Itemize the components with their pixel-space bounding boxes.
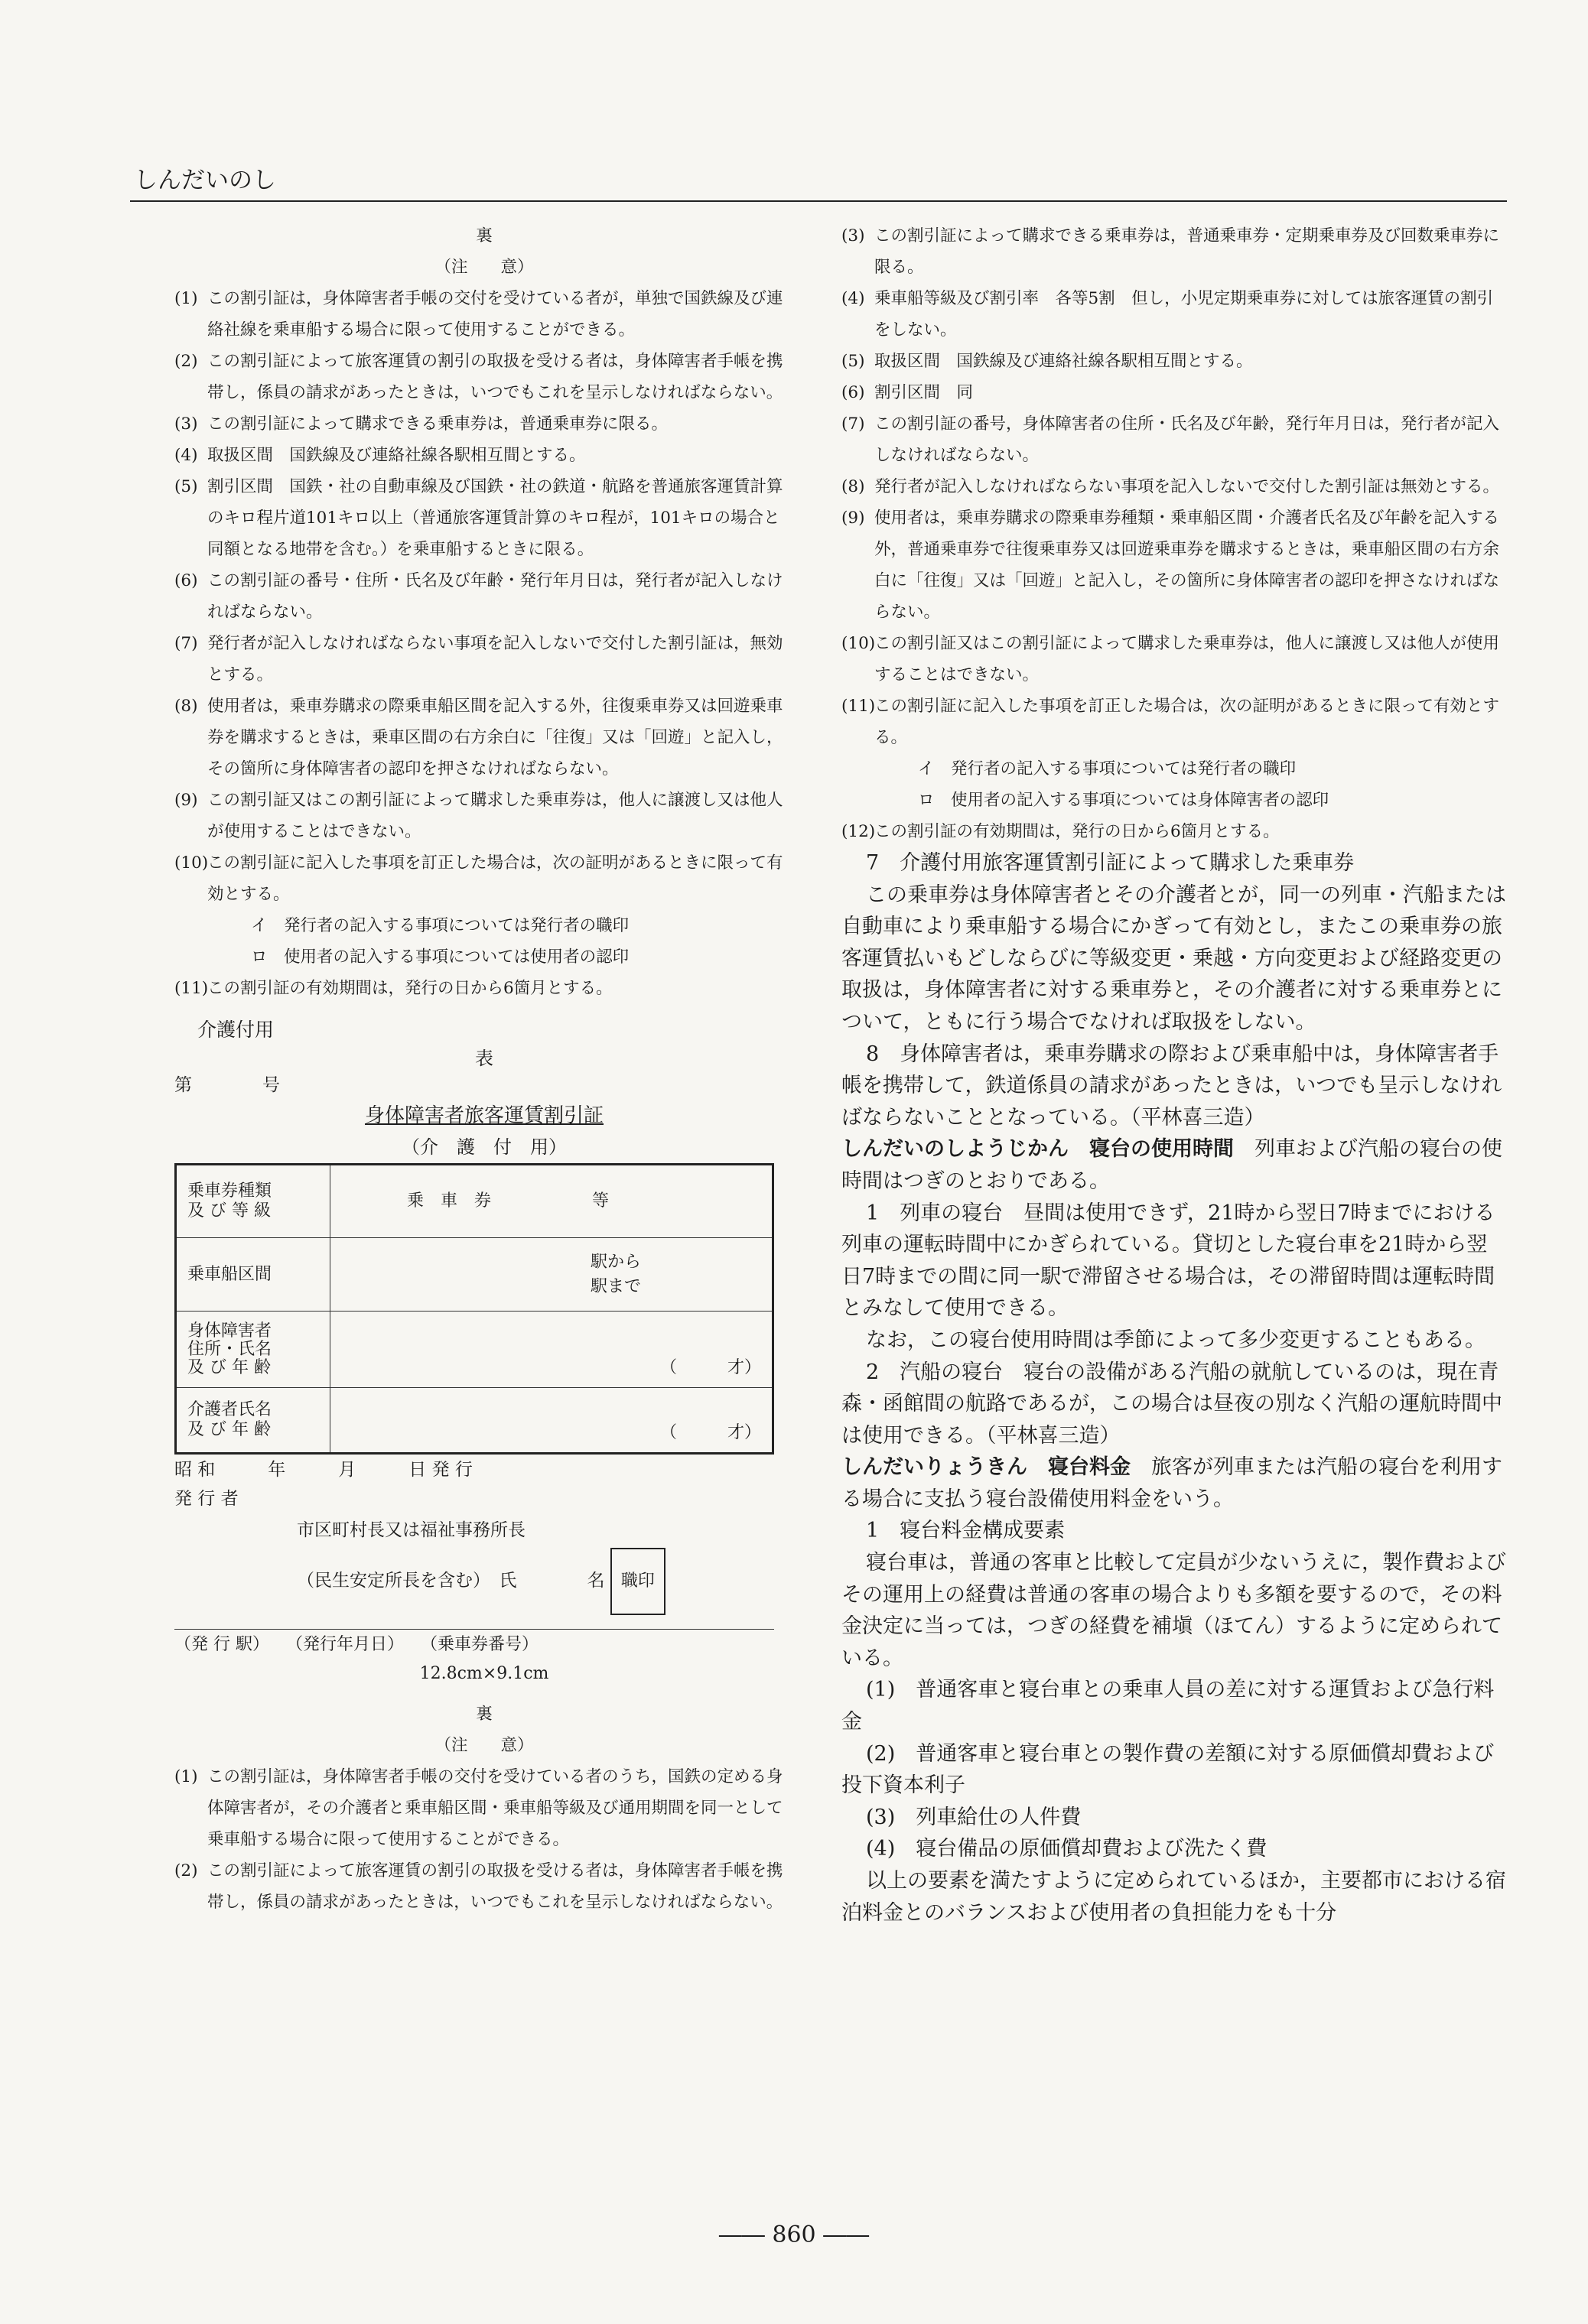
- issue-date: 昭 和 年 月 日 発 行: [174, 1460, 473, 1480]
- notice-item: (3) この割引証によって購求できる乗車券は，普通乗車券に限る。: [174, 414, 669, 434]
- entry-definition: 旅客が列車または汽船の寝台を利用する場合に支払う寝台設備使用料金をいう。: [841, 1455, 1502, 1511]
- row-label: 乗車船区間: [176, 1238, 330, 1312]
- page-number: ―― 860 ――: [718, 2222, 870, 2248]
- notice-item: (6) 割引区間 同: [841, 383, 974, 402]
- notice-item: (5) 割引区間 国鉄・社の自動車線及び国鉄・社の鉄道・航路を普通旅客運賃計算のキロ程片道101キロ以上（普通旅客運賃計算のキロ程が，101キロの場合と同額となる地帯を含む。）を乗車船するときに限る。: [174, 477, 783, 559]
- row-label: 身体障害者 住所・氏名 及 び 年 齢: [176, 1312, 330, 1388]
- notice-item: (7) 発行者が記入しなければならない事項を記入しないで交付した割引証は，無効とする。: [174, 634, 783, 684]
- notice-item: (8) 発行者が記入しなければならない事項を記入しないで交付した割引証は無効とする。: [841, 477, 1500, 496]
- left-column: [174, 220, 794, 1918]
- right-column: [841, 220, 1507, 1929]
- form-row: [176, 1312, 773, 1388]
- notice-subitem: ロ 使用者の記入する事項については身体障害者の認印: [918, 791, 1329, 810]
- back-title: 裏: [476, 226, 493, 245]
- row-value: （ 才）: [330, 1388, 773, 1454]
- entry-list-item: (3) 列車給仕の人件費: [866, 1805, 1082, 1829]
- notice-item: (10)この割引証又はこの割引証によって購求した乗車券は，他人に譲渡し又は他人が使用することはできない。: [841, 634, 1500, 684]
- dictionary-entry-shindai-shiyoujikan: [841, 1133, 1507, 1197]
- notice-item: (7) この割引証の番号，身体障害者の住所・氏名及び年齢，発行年月日は，発行者が記入しなければならない。: [841, 414, 1500, 465]
- form-footer-fields: （発 行 駅） （発行年月日） （乗車券番号）: [174, 1635, 539, 1654]
- notice-heading-2: （注 意）: [434, 1736, 534, 1755]
- form-subtitle: （介 護 付 用）: [402, 1136, 567, 1158]
- dictionary-entry-shindai-ryoukin: [841, 1451, 1507, 1515]
- entry-definition: 列車および汽船の寝台の使時間はつぎのとおりである。: [841, 1137, 1502, 1193]
- entry-headword: しんだいのしようじかん 寝台の使用時間: [841, 1137, 1234, 1162]
- form-row: [176, 1165, 773, 1238]
- entry-paragraph: 2 汽船の寝台 寝台の設備がある汽船の就航しているのは，現在青森・函館間の航路であるが，この場合は昼夜の別なく汽船の運航時間中は使用できる。（平林喜三造）: [841, 1360, 1502, 1448]
- notice-list: [174, 283, 794, 1004]
- entry-list-item: (1) 普通客車と寝台車との乗車人員の差に対する運賃および急行料金: [841, 1678, 1495, 1734]
- form-table: [174, 1163, 774, 1455]
- section-7-body: この乗車券は身体障害者とその介護者とが，同一の列車・汽船または自動車により乗車船する場合にかぎって有効とし，またこの乗車券の旅客運賃払いもどしならびに等級変更・乗越・方向変更および経路変更の取扱は，身体障害者に対する乗車券と，その介護者に対する乗車券とについて，ともに行う場合でなければ取扱をしない。: [841, 882, 1506, 1034]
- row-value: 乗 車 券 等: [330, 1165, 773, 1238]
- official-seal-box: 職印: [610, 1548, 665, 1615]
- entry-paragraph: なお，この寝台使用時間は季節によって多少変更することもある。: [866, 1328, 1485, 1352]
- notice-item: (4) 乗車船等級及び割引率 各等5割 但し，小児定期乗車券に対しては旅客運賃の割引をしない。: [841, 289, 1494, 340]
- notice-subitem: ロ 使用者の記入する事項については使用者の認印: [251, 947, 630, 967]
- notice-item: (8) 使用者は，乗車券購求の際乗車船区間を記入する外，往復乗車券又は回遊乗車券を購求するときは，乗車区間の右方余白に「往復」又は「回遊」と記入し，その箇所に身体障害者の認印を押さなければならない。: [174, 697, 783, 778]
- row-label: 乗車券種類 及 び 等 級: [176, 1165, 330, 1238]
- notice-list-continued: [841, 220, 1507, 847]
- form-number: 第 号: [174, 1075, 280, 1095]
- notice-item: (10)この割引証に記入した事項を訂正した場合は，次の証明があるときに限って有効とする。: [174, 853, 783, 904]
- notice-subitem: イ 発行者の記入する事項については発行者の職印: [918, 759, 1297, 778]
- notice-item: (12)この割引証の有効期間は，発行の日から6箇月とする。: [841, 822, 1280, 841]
- row-label: 介護者氏名 及 び 年 齢: [176, 1388, 330, 1454]
- issuer-label: 発 行 者: [174, 1489, 239, 1509]
- notice-item: (11)この割引証に記入した事項を訂正した場合は，次の証明があるときに限って有効とする。: [841, 697, 1500, 747]
- back-title-2: 裏: [476, 1705, 493, 1724]
- entry-list-item: (4) 寝台備品の原価償却費および洗たく費: [866, 1837, 1267, 1861]
- entry-subtitle: 1 寝台料金構成要素: [866, 1519, 1066, 1543]
- notice-item: (9) この割引証又はこの割引証によって購求した乗車券は，他人に譲渡し又は他人が使用することはできない。: [174, 791, 783, 841]
- kaigo-label: 介護付用: [197, 1019, 275, 1041]
- entry-paragraph: 以上の要素を満たすように定められているほか，主要都市における宿泊料金とのバランスおよび使用者の負担能力をも十分: [841, 1869, 1506, 1925]
- notice-item: (6) この割引証の番号・住所・氏名及び年齢・発行年月日は，発行者が記入しなければならない。: [174, 571, 783, 622]
- row-value: （ 才）: [330, 1312, 773, 1388]
- notice-heading: （注 意）: [434, 258, 534, 277]
- entry-paragraph: 1 列車の寝台 昼間は使用できず，21時から翌日7時までにおける列車の運転時間中にかぎられている。貸切とした寝台車を21時から翌日7時までの間に同一駅で滞留させる場合は，その滞留時間は運転時間とみなして使用できる。: [841, 1201, 1495, 1321]
- section-7-title: 7 介護付用旅客運賃割引証によって購求した乗車券: [866, 851, 1355, 875]
- entry-list-item: (2) 普通客車と寝台車との製作費の差額に対する原価償却費および投下資本利子: [841, 1741, 1495, 1798]
- notice-item: (5) 取扱区間 国鉄線及び連絡社線各駅相互間とする。: [841, 352, 1253, 371]
- issuer-mayor: 市区町村長又は福祉事務所長: [297, 1520, 526, 1540]
- notice-item: (11)この割引証の有効期間は，発行の日から6箇月とする。: [174, 979, 613, 998]
- running-header: しんだいのし: [134, 167, 276, 194]
- front-label: 表: [475, 1048, 493, 1069]
- issuer-office: （民生安定所長を含む） 氏 名 職印: [174, 1548, 794, 1615]
- notice-item: (2) この割引証によって旅客運賃の割引の取扱を受ける者は，身体障害者手帳を携帯し，係員の請求があったときは，いつでもこれを呈示しなければならない。: [174, 1861, 783, 1912]
- notice-item: (1) この割引証は，身体障害者手帳の交付を受けている者のうち，国鉄の定める身体障害者が，その介護者と乗車船区間・乗車船等級及び通用期間を同一として乗車船する場合に限って使用することができる。: [174, 1767, 783, 1849]
- notice-item: (2) この割引証によって旅客運賃の割引の取扱を受ける者は，身体障害者手帳を携帯し，係員の請求があったときは，いつでもこれを呈示しなければならない。: [174, 352, 783, 402]
- notice-item: (9) 使用者は，乗車券購求の際乗車券種類・乗車船区間・介護者氏名及び年齢を記入する外，普通乗車券で往復乗車券又は回遊乗車券を購求するときは，乗車船区間の右方余白に「往復」又は「回遊」と記入し，その箇所に身体障害者の認印を押さなければならない。: [841, 509, 1500, 622]
- notice-item: (4) 取扱区間 国鉄線及び連絡社線各駅相互間とする。: [174, 446, 586, 465]
- form-title: 身体障害者旅客運賃割引証: [364, 1104, 604, 1127]
- notice-item: (1) この割引証は，身体障害者手帳の交付を受けている者が，単独で国鉄線及び連絡社線を乗車船する場合に限って使用することができる。: [174, 289, 783, 340]
- entry-paragraph: 寝台車は，普通の客車と比較して定員が少ないうえに，製作費およびその運用上の経費は普通の客車の場合よりも多額を要するので，その料金決定に当っては，つぎの経費を補塡（ほてん）するように定められている。: [841, 1551, 1506, 1670]
- row-value: 駅から 駅まで: [330, 1238, 773, 1312]
- notice-item: (3) この割引証によって購求できる乗車券は，普通乗車券・定期乗車券及び回数乗車券に限る。: [841, 226, 1500, 277]
- header-rule: [130, 200, 1507, 202]
- entry-headword: しんだいりょうきん 寝台料金: [841, 1455, 1131, 1480]
- form-size: 12.8cm×9.1cm: [419, 1664, 549, 1683]
- section-8-body: 8 身体障害者は，乗車券購求の際および乗車船中は，身体障害者手帳を携帯して，鉄道係員の請求があったときは，いつでも呈示しなければならないこととなっている。（平林喜三造）: [841, 1042, 1502, 1129]
- form-row: [176, 1238, 773, 1312]
- form-row: [176, 1388, 773, 1454]
- notice-subitem: イ 発行者の記入する事項については発行者の職印: [251, 916, 630, 935]
- discount-form: [174, 1013, 794, 1688]
